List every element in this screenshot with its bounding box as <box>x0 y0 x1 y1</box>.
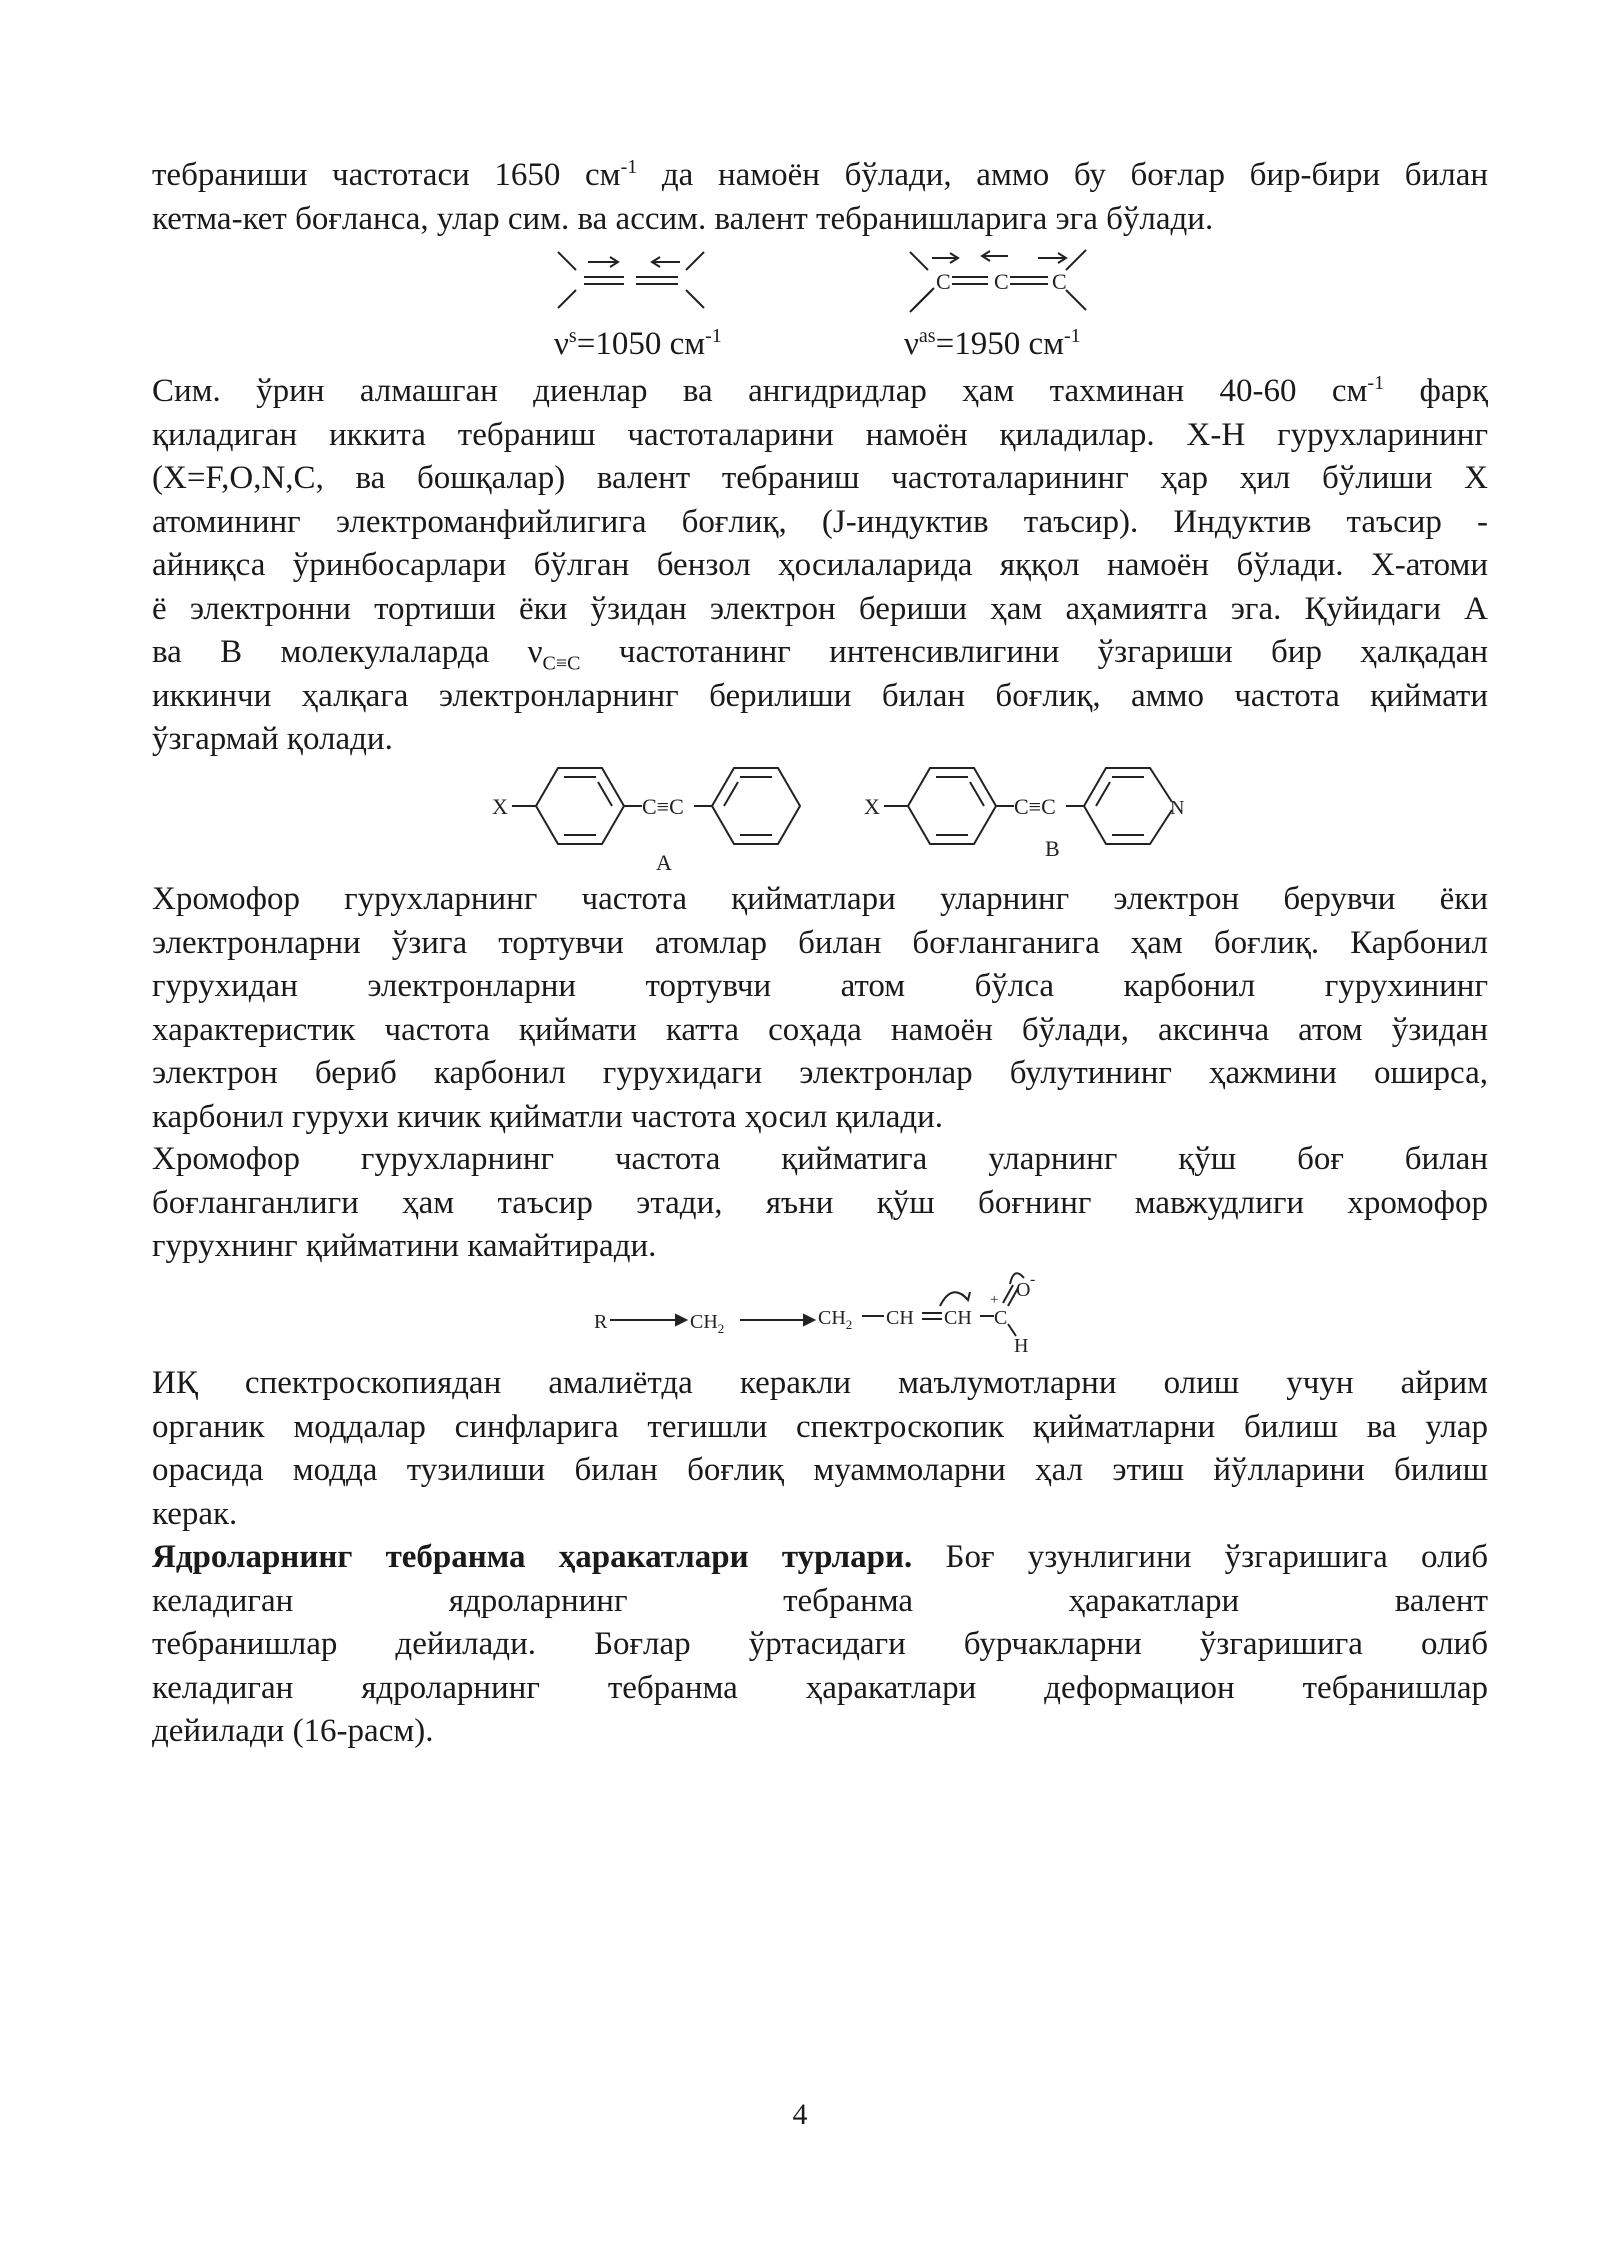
text-line: тебраниши частотаси 1650 $см^{-1}$ да намоён бўлади, аммо бу боғлар бир-бири билан <box>152 156 1489 193</box>
ch-group-b: CH <box>944 1307 972 1329</box>
paragraph-2 <box>152 370 1488 762</box>
text-line: тебранишлар дейилади. Боғлар ўртасидаги бурчакларни ўзгаришига олиб <box>152 1626 1488 1662</box>
text-line: Хромофор гурухларнинг частота қийматига уларнинг қўш боғ билан <box>152 1141 1488 1177</box>
text-line: Сим. ўрин алмашган диенлар ва ангидридлар ҳам тахминан 40-60 $см^{-1}$ фарқ <box>152 372 1489 409</box>
molecule-a-label: A <box>656 850 672 875</box>
ch-group-a: CH <box>886 1307 914 1329</box>
atom-c3: C <box>1052 269 1067 294</box>
symmetric-frequency: $\nu^s=1050$ $см^{-1}$ <box>554 325 722 362</box>
section-heading: Ядроларнинг тебранма ҳаракатлари турлари. <box>152 1539 913 1575</box>
conjugation-scheme <box>590 1260 1060 1360</box>
text-line: айниқса ўринбосарлари бўлган бензол ҳосилаларида яққол намоён бўлади. X-атоми <box>152 547 1488 583</box>
molecule-a-bond: C≡C <box>642 794 684 819</box>
molecule-a-x: X <box>492 794 508 819</box>
text-line: атомининг электроманфийлигига боғлиқ, (J-индуктив таъсир). Индуктив таъсир - <box>152 503 1488 540</box>
positive-charge: + <box>990 1292 999 1308</box>
text-line: ё электронни тортиши ёки ўзидан электрон бериши ҳам аҳамиятга эга. Қуйидаги А <box>152 590 1488 627</box>
hydrogen: H <box>1014 1335 1029 1357</box>
paragraph-4 <box>152 1138 1488 1269</box>
text-line: ИҚ спектроскопиядан амалиётда керакли маълумотларни олиш учун айрим <box>152 1365 1488 1401</box>
paragraph-6 <box>152 1536 1488 1754</box>
text-line: келадиган ядроларнинг тебранма ҳаракатлари деформацион тебранишлар <box>152 1669 1488 1706</box>
text-line: боғланганлиги ҳам таъсир этади, яъни қўш боғнинг мавжудлиги хромофор <box>152 1184 1488 1221</box>
molecules-diagram <box>480 760 1200 880</box>
text-line: органик моддалар синфларига тегишли спектроскопик қийматларни билиш ва улар <box>152 1408 1488 1445</box>
text-line: келадиган ядроларнинг тебранма ҳаракатлари валент <box>152 1582 1488 1619</box>
text-line: электронларни ўзига тортувчи атомлар билан боғланганига ҳам боғлиқ. Карбонил <box>152 924 1488 961</box>
text-line: ўзгармай қолади. <box>152 721 393 757</box>
carbonyl-oxygen: O <box>1016 1279 1031 1301</box>
text-line: характеристик частота қиймати катта соҳада намоён бўлади, аксинча атом ўзидан <box>152 1011 1488 1048</box>
asymmetric-frequency: $\nu^{as}=1950$ $см^{-1}$ <box>904 325 1081 362</box>
text-line: дейилади (16-расм). <box>152 1713 434 1749</box>
molecule-b-bond: C≡C <box>1014 794 1056 819</box>
paragraph-5 <box>152 1362 1488 1536</box>
atom-c1: C <box>936 269 951 294</box>
text-line: карбонил гурухи кичик қийматли частота ҳосил қилади. <box>152 1098 944 1135</box>
page-number: 4 <box>792 2098 808 2131</box>
text-line: электрон бериб карбонил гурухидаги электронлар булутининг ҳажмини оширса, <box>152 1055 1488 1091</box>
text-line: гурухидан электронларни тортувчи атом бўлса карбонил гурухининг <box>152 968 1488 1004</box>
molecule-b-x: X <box>864 794 880 819</box>
text-line: керак. <box>152 1495 238 1532</box>
text-line: (X=F,O,N,C, ва бошқалар) валент тебраниш частоталарининг ҳар ҳил бўлиши X <box>152 460 1488 496</box>
negative-charge: - <box>1030 1271 1036 1288</box>
text-line: иккинчи ҳалқага электронларнинг берилиши билан боғлиқ, аммо частота қиймати <box>152 677 1488 714</box>
text-line: қиладиган иккита тебраниш частоталарини намоён қиладилар. X-H гурухларининг <box>152 416 1488 453</box>
text-line: орасида модда тузилиши билан боғлиқ муаммоларни ҳал этиш йўлларини билиш <box>152 1452 1488 1488</box>
paragraph-1 <box>152 154 1488 241</box>
text-line: кетма-кет боғланса, улар сим. ва ассим. валент тебранишларига эга бўлади. <box>152 200 1214 237</box>
text-line: Ядроларнинг тебранма ҳаракатлари турлари. Боғ узунлигини ўзгаришига олиб <box>152 1539 1488 1575</box>
carbonyl-carbon: C <box>994 1307 1008 1329</box>
vibration-diagram <box>540 240 1130 320</box>
text-line: гурухнинг қийматини камайтиради. <box>152 1228 657 1264</box>
ch2-group-a: $CH_2$ <box>690 1311 725 1336</box>
text-line: Хромофор гурухларнинг частота қийматлари уларнинг электрон берувчи ёки <box>152 881 1488 917</box>
molecule-b-nitrogen: N <box>1170 797 1185 819</box>
molecule-b-label: B <box>1045 836 1060 861</box>
paragraph-3 <box>152 878 1488 1139</box>
radical-r: R <box>594 1311 608 1333</box>
text-line: ва В молекулаларда $\nu_{C\equiv C}$ частотанинг интенсивлигини ўзгариши бир ҳалқадан <box>152 634 1488 675</box>
ch2-group-b: $CH_2$ <box>818 1307 853 1332</box>
atom-c2: C <box>994 269 1009 294</box>
